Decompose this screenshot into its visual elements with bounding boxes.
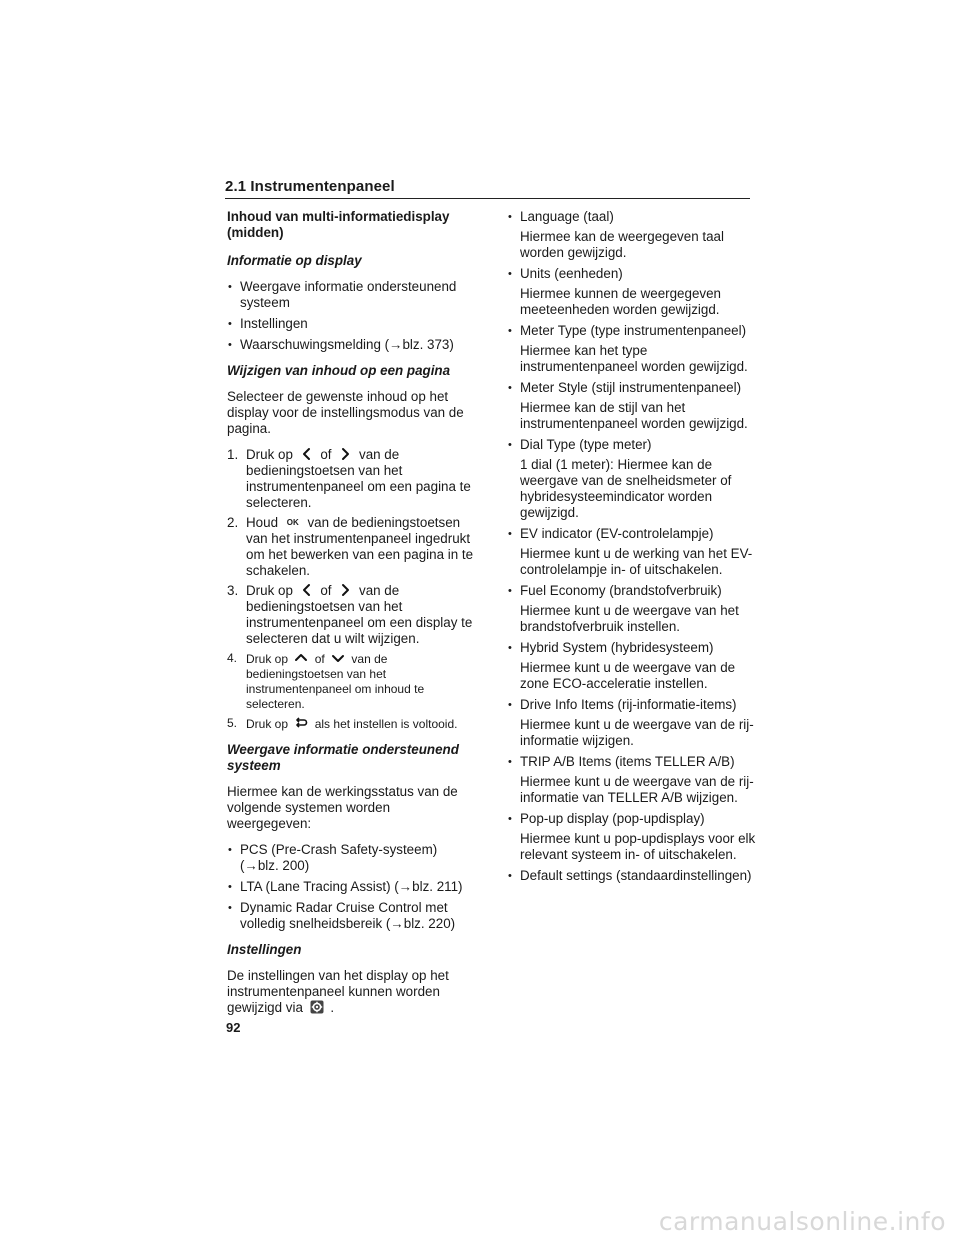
step-text: van de bedieningstoetsen van het instrumentenpaneel om een pagina te selecteren. <box>246 447 471 510</box>
list-item: • Waarschuwingsmelding (→blz. 373) <box>227 337 477 353</box>
step-item <box>227 651 477 712</box>
chevron-left-icon <box>300 583 314 597</box>
item-description: Hiermee kan het type instrumentenpaneel worden gewijzigd. <box>520 343 748 374</box>
step-text: als het instellen is voltooid. <box>314 717 458 731</box>
step-text: of <box>320 447 332 462</box>
chevron-down-icon <box>331 651 345 665</box>
step-text: van de bedieningstoetsen van het instrumentenpaneel ingedrukt om het bewerken van een pagina in te schakelen. <box>246 515 474 578</box>
item-description: Hiermee kunt u pop-updisplays voor elk relevant systeem in- of uitschakelen. <box>520 831 756 862</box>
settings-item <box>507 266 757 318</box>
step-text: van de bedieningstoetsen van het instrumentenpaneel om inhoud te selecteren. <box>246 652 425 711</box>
step-text: of <box>320 583 332 598</box>
settings-item <box>507 583 757 635</box>
paragraph-text: De instellingen van het display op het instrumentenpaneel kunnen worden gewijzigd via <box>227 968 449 1015</box>
list-item: • LTA (Lane Tracing Assist) (→blz. 211) <box>227 879 477 895</box>
item-title: Drive Info Items (rij-informatie-items) <box>520 697 737 712</box>
watermark: carmanualsonline.info <box>658 1207 946 1236</box>
chevron-up-icon <box>294 651 308 665</box>
subheading-support-system: Weergave informatie ondersteunend systeem <box>227 742 459 773</box>
settings-item <box>507 323 757 375</box>
paragraph-text: . <box>330 1000 335 1015</box>
step-text: of <box>314 652 325 666</box>
settings-gear-icon <box>310 1000 324 1014</box>
step-text: Druk op <box>246 717 289 731</box>
step-number: 3. <box>227 583 239 598</box>
settings-item <box>507 868 757 884</box>
settings-item <box>507 697 757 749</box>
settings-item <box>507 437 757 521</box>
step-number: 1. <box>227 447 239 462</box>
steps-list <box>227 447 477 732</box>
item-description: Hiermee kunt u de weergave van de rij-informatie wijzigen. <box>520 717 754 748</box>
item-title: Language (taal) <box>520 209 614 224</box>
settings-list <box>507 209 757 884</box>
step-text: Druk op <box>246 447 293 462</box>
ok-button-icon: OK <box>286 518 299 527</box>
item-title: Dial Type (type meter) <box>520 437 652 452</box>
paragraph <box>227 968 477 1016</box>
step-item <box>227 447 477 511</box>
step-item <box>227 716 477 732</box>
step-item <box>227 515 477 579</box>
info-list <box>227 279 477 353</box>
list-item: • Instellingen <box>227 316 477 332</box>
item-description: Hiermee kan de stijl van het instrumentenpaneel worden gewijzigd. <box>520 400 748 431</box>
subheading-change-content: Wijzigen van inhoud op een pagina <box>227 363 451 378</box>
item-title: Hybrid System (hybridesysteem) <box>520 640 714 655</box>
step-text: Druk op <box>246 583 293 598</box>
item-title: Units (eenheden) <box>520 266 623 281</box>
item-description: Hiermee kunt u de weergave van de zone ECO-acceleratie instellen. <box>520 660 736 691</box>
back-return-icon <box>294 716 308 730</box>
item-title: TRIP A/B Items (items TELLER A/B) <box>520 754 735 769</box>
heading-multi-info-display: Inhoud van multi-informatiedisplay (midden) <box>227 209 450 240</box>
settings-item <box>507 754 757 806</box>
item-title: Default settings (standaardinstellingen) <box>520 868 752 883</box>
step-item <box>227 583 477 647</box>
paragraph: Hiermee kan de werkingsstatus van de volgende systemen worden weergegeven: <box>227 784 458 831</box>
systems-list <box>227 842 477 932</box>
item-title: Meter Type (type instrumentenpaneel) <box>520 323 747 338</box>
item-title: EV indicator (EV-controlelampje) <box>520 526 714 541</box>
item-title: Fuel Economy (brandstofverbruik) <box>520 583 722 598</box>
settings-item <box>507 640 757 692</box>
item-description: Hiermee kunt u de werking van het EV-controlelampje in- of uitschakelen. <box>520 546 753 577</box>
list-item: • PCS (Pre-Crash Safety-systeem) (→blz. 200) <box>227 842 477 874</box>
step-text: Houd <box>246 515 279 530</box>
item-description: Hiermee kunt u de weergave van de rij-informatie van TELLER A/B wijzigen. <box>520 774 754 805</box>
chevron-right-icon <box>338 583 352 597</box>
settings-item <box>507 526 757 578</box>
paragraph: Selecteer de gewenste inhoud op het display voor de instellingsmodus van de pagina. <box>227 389 464 436</box>
step-number: 4. <box>227 651 238 665</box>
item-description: Hiermee kan de weergegeven taal worden gewijzigd. <box>520 229 724 260</box>
chevron-right-icon <box>338 447 352 461</box>
subheading-settings: Instellingen <box>227 942 302 957</box>
settings-item <box>507 380 757 432</box>
item-title: Pop-up display (pop-updisplay) <box>520 811 705 826</box>
subheading-info-on-display: Informatie op display <box>227 253 362 268</box>
page-number: 92 <box>226 1020 241 1035</box>
left-column <box>227 209 477 1026</box>
item-title: Meter Style (stijl instrumentenpaneel) <box>520 380 742 395</box>
list-item: • Dynamic Radar Cruise Control met volledig snelheidsbereik (→blz. 220) <box>227 900 477 932</box>
item-description: Hiermee kunt u de weergave van het brandstofverbruik instellen. <box>520 603 739 634</box>
step-text: van de bedieningstoetsen van het instrumentenpaneel om een display te selecteren dat u wilt wijzigen. <box>246 583 473 646</box>
list-item: • Weergave informatie ondersteunend systeem <box>227 279 477 311</box>
item-description: 1 dial (1 meter): Hiermee kan de weergave van de snelheidsmeter of hybridesysteemindicator worden gewijzigd. <box>520 457 732 520</box>
item-description: Hiermee kunnen de weergegeven meeteenheden worden gewijzigd. <box>520 286 721 317</box>
step-number: 5. <box>227 716 238 730</box>
right-column <box>507 209 757 894</box>
settings-item <box>507 209 757 261</box>
chevron-left-icon <box>300 447 314 461</box>
section-title: 2.1 Instrumentenpaneel <box>225 178 750 199</box>
step-number: 2. <box>227 515 239 530</box>
step-text: Druk op <box>246 652 289 666</box>
settings-item <box>507 811 757 863</box>
